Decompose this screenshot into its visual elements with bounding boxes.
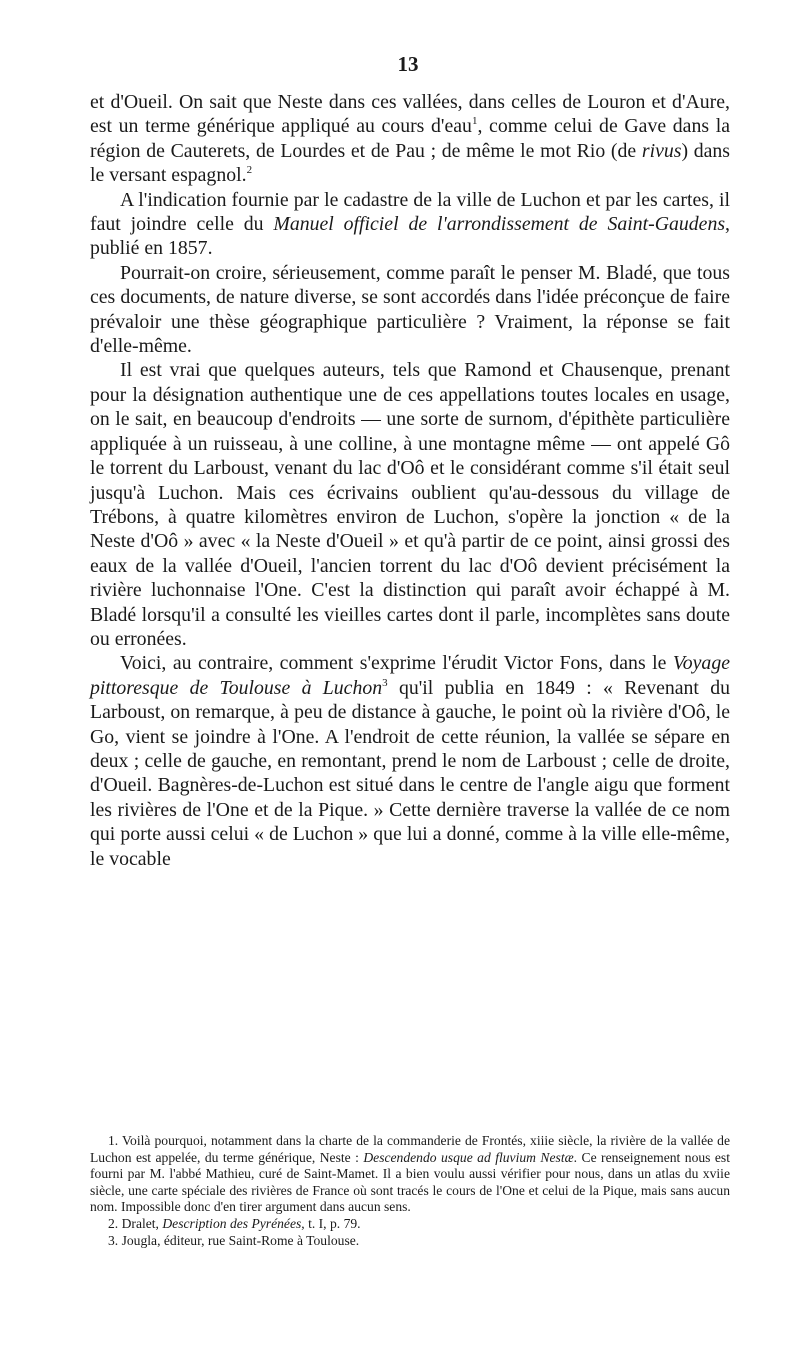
page-number: 13 (397, 52, 419, 76)
paragraph (90, 188, 730, 261)
footnote (90, 1133, 730, 1216)
italic-text: rivus (641, 139, 682, 162)
text-run: 1. Voilà pourquoi, notamment dans la charte de la commanderie de Frontés, xiiie siècle, la rivière de la vallée de Luchon est appelée, du terme générique, Neste : (90, 1133, 730, 1165)
footnote (90, 1233, 730, 1250)
paragraph (90, 261, 730, 359)
italic-text: Description des Pyrénées (162, 1215, 302, 1231)
paragraph (90, 358, 730, 651)
footnote-marker: 3 (382, 676, 388, 689)
text-run: , comme celui de Gave dans la région de Cauterets, de Lourdes et de Pau ; de même le mot Rio (de (90, 115, 730, 162)
text-run: Voici, au contraire, comment s'exprime l'érudit Victor Fons, dans le (120, 652, 673, 675)
main-text (90, 90, 730, 871)
italic-text: Voyage pittoresque de Toulouse à Luchon (90, 652, 730, 699)
text-run: , publié en 1857. (90, 213, 730, 260)
paragraph (90, 651, 730, 871)
text-run: Il est vrai que quelques auteurs, tels que Ramond et Chausenque, prenant pour la désignation authentique une de ces appellations toutes locales en usage, on le sait, en beaucoup d'endroits — une sorte de surnom, d'épithète particulière appliquée à un ruisseau, à une colline, à une montagne même — ont appelé Gô le torrent du Larboust, venant du lac d'Oô et le considérant comme s'il était seul jusqu'à Luchon. Mais ces écrivains oublient qu'au-dessous du village de Trébons, à quatre kilomètres environ de Luchon, s'opère la jonction « de la Neste d'Oô » avec « la Neste d'Oueil » et qu'à partir de ce point, ainsi grossi des eaux de la vallée d'Oueil, l'ancien torrent du lac d'Oô devient précisément la rivière luchonnaise l'One. C'est la distinction qui paraît avoir échappé à M. Bladé lorsqu'il a consulté les vieilles cartes dont il parle, incomplètes sans doute ou erronées. (90, 359, 730, 650)
text-run: et d'Oueil. On sait que Neste dans ces vallées, dans celles de Louron et d'Aure, est un terme générique appliqué au cours d'eau (90, 91, 730, 138)
italic-text: Descendendo usque ad fluvium Nestæ (363, 1149, 574, 1165)
text-run: ) dans le versant espagnol. (90, 139, 731, 187)
footnote-marker: 1 (471, 115, 478, 128)
text-run: 3. Jougla, éditeur, rue Saint-Rome à Toulouse. (108, 1232, 360, 1248)
text-run: qu'il publia en 1849 : « Revenant du Larboust, on remarque, à peu de distance à gauche, le point où la rivière d'Oô, le Go, vient se joindre à l'One. A l'endroit de cette réunion, la vallée se sépare en deux ; celle de gauche, en remontant, prend le nom de Larboust ; celle de droite, d'Oueil. Bagnères-de-Luchon est situé dans le centre de l'angle aigu que forment les rivières de l'One et de la Pique. » Cette dernière traverse la vallée de ce nom qui porte aussi celui « de Luchon » que lui a donné, comme à la ville elle-même, le vocable (90, 676, 730, 870)
paragraph (90, 90, 730, 188)
footnotes (90, 1133, 730, 1249)
text-run: 2. Dralet, (108, 1215, 163, 1231)
footnote (90, 1216, 730, 1233)
italic-text: Manuel officiel de l'arrondissement de Saint-Gaudens (273, 213, 726, 236)
text-run: , t. I, p. 79. (301, 1215, 361, 1231)
text-run: Pourrait-on croire, sérieusement, comme paraît le penser M. Bladé, que tous ces documents, de nature diverse, se sont accordés dans l'idée préconçue de faire prévaloir une thèse géographique particulière ? Vraiment, la réponse se fait d'elle-même. (90, 261, 730, 358)
text-run: A l'indication fournie par le cadastre de la ville de Luchon et par les cartes, il faut joindre celle du (90, 188, 730, 236)
footnote-marker: 2 (246, 164, 253, 177)
text-run: . Ce renseignement nous est fourni par M. l'abbé Mathieu, curé de Saint-Mamet. Il a bien voulu aussi vérifier pour nous, dans un atlas du xviie siècle, une carte spéciale des rivières de France où sont tracés le cours de l'One et celui de la Pique, mais sans aucun nom. Impossible donc d'en tirer argument dans aucun sens. (90, 1149, 730, 1215)
